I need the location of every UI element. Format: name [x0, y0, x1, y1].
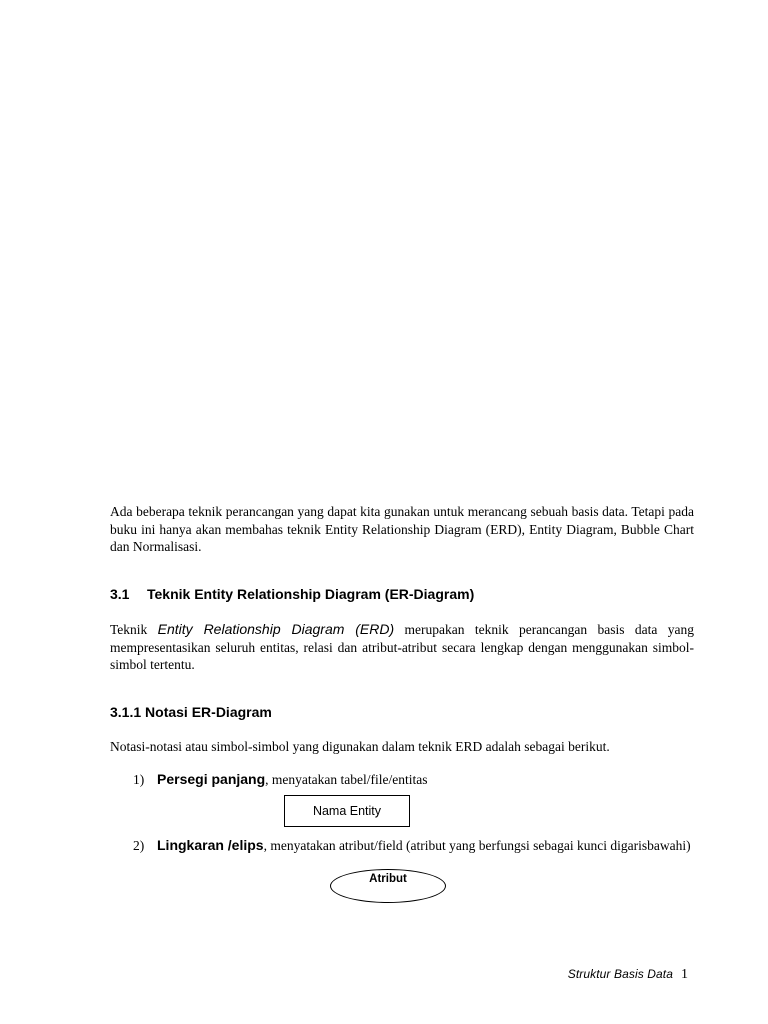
page-footer — [568, 965, 688, 983]
erd-term: Entity Relationship Diagram (ERD) — [157, 621, 395, 637]
notation-term: Persegi panjang — [157, 771, 266, 787]
notation-item-ellipse — [133, 837, 694, 855]
footer-title: Struktur Basis Data — [567, 967, 673, 981]
list-marker: 2) — [133, 838, 145, 853]
intro-paragraph: Ada beberapa teknik perancangan yang dapat kita gunakan untuk merancang sebuah basis data. Tetapi pada buku ini hanya akan membahas teknik Entity Relationship Diagram (ERD), Entity Diagram, Bubble Chart dan Normalisasi. — [110, 504, 694, 554]
notation-item-text — [157, 771, 694, 789]
section-paragraph-lead: Teknik — [110, 622, 158, 637]
section-paragraph — [110, 621, 694, 674]
notation-description: , menyatakan atribut/field (atribut yang berfungsi sebagai kunci digarisbawahi) — [263, 838, 691, 853]
section-number: 3.1 — [110, 586, 130, 602]
subsection-heading: 3.1.1 Notasi ER-Diagram — [110, 704, 272, 720]
section-title: Teknik Entity Relationship Diagram (ER-Diagram) — [147, 586, 475, 602]
notation-description: , menyatakan tabel/file/entitas — [265, 772, 428, 787]
attribute-ellipse-symbol: Atribut — [330, 869, 446, 903]
entity-rectangle-symbol: Nama Entity — [284, 795, 410, 827]
section-paragraph-rest: merupakan teknik perancangan basis data yang mempresentasikan seluruh entitas, relasi dan atribut-atribut secara lengkap dengan menggunakan simbol-simbol tertentu. — [110, 622, 694, 672]
notation-item-rectangle — [133, 771, 694, 789]
section-heading — [110, 586, 474, 602]
notation-term: Lingkaran /elips — [157, 837, 264, 853]
notation-item-text — [157, 837, 694, 855]
list-marker: 1) — [133, 772, 145, 787]
subsection-paragraph: Notasi-notasi atau simbol-simbol yang digunakan dalam teknik ERD adalah sebagai berikut. — [110, 739, 610, 754]
page-number: 1 — [681, 967, 688, 982]
